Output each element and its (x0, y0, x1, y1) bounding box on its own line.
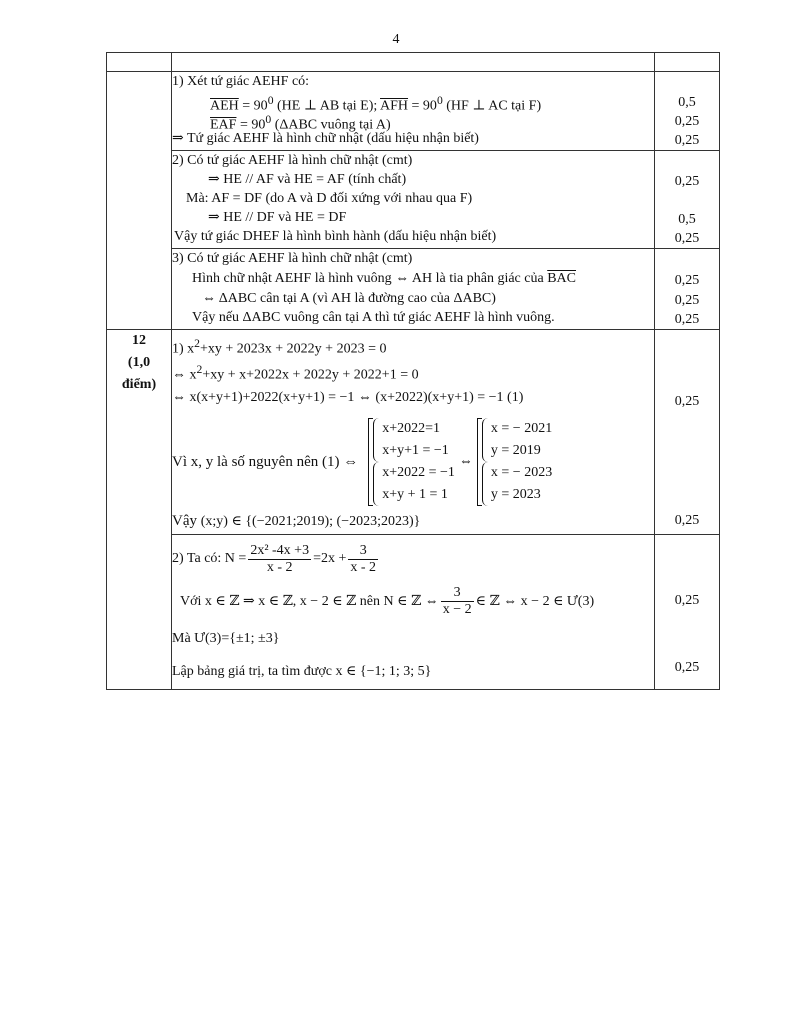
q12-label-cell (107, 330, 172, 690)
text: =2x + (313, 551, 347, 566)
den: x − 2 (442, 601, 472, 617)
text: Hình chữ nhật AEHF là hình vuông ⇔ AH là tia phân giác của (192, 271, 548, 286)
sup: 2 (196, 363, 203, 376)
val: = 90 (238, 98, 268, 114)
q12-part2-row (107, 535, 720, 690)
text: +xy + 2023x + 2022y + 2023 = 0 (200, 341, 387, 357)
score: 0,25 (674, 133, 700, 148)
eq: x+2022 = −1 (382, 465, 455, 480)
q12-p2-line2 (172, 579, 654, 623)
q12-part1-content (172, 330, 655, 535)
q11-part2-scores (655, 151, 720, 249)
q12-part1-scores (655, 330, 720, 535)
q11-part3-content (172, 249, 655, 330)
page-number: 4 (392, 32, 400, 47)
eq: x+2022=1 (382, 421, 441, 436)
text: +xy + x+2022x + 2022y + 2022+1 = 0 (202, 367, 419, 383)
outer-bracket-left (368, 418, 455, 506)
q11-p2-line4: ⇒ HE // DF và HE = DF (208, 210, 347, 225)
q11-p2-line2: ⇒ HE // AF và HE = AF (tính chất) (208, 172, 407, 187)
q11-p3-line1: 3) Có tứ giác AEHF là hình chữ nhật (cmt) (172, 251, 413, 266)
q12-part2-content (172, 535, 655, 690)
eq: x+y+1 = −1 (382, 443, 449, 458)
score: 0,25 (674, 593, 700, 608)
eq: x = − 2021 (490, 421, 553, 436)
angle-afh: $\overline{AFH}$ (380, 98, 409, 114)
score: 0,25 (674, 660, 700, 675)
q11-p1-line1: 1) Xét tứ giác AEHF có: (172, 74, 310, 89)
q11-p1-line2 (172, 91, 654, 114)
header-question-cell (107, 53, 172, 72)
note: (ΔABC vuông tại A) (271, 117, 391, 133)
deg: 0 (436, 94, 443, 107)
fraction-n (248, 543, 311, 576)
eq: y = 2023 (490, 487, 541, 502)
header-row (107, 53, 720, 72)
score: 0,25 (674, 312, 700, 327)
note: (HE ⊥ AB tại E); (273, 98, 381, 114)
q11-part1-scores (655, 72, 720, 151)
q11-p2-line3: Mà: AF = DF (do A và D đối xứng với nhau qua F) (186, 191, 473, 206)
num: 3 (348, 543, 378, 560)
den: x - 2 (350, 559, 377, 575)
q11-part1-row (107, 72, 720, 151)
eq: x+y + 1 = 1 (382, 487, 448, 502)
score: 0,5 (678, 212, 696, 227)
equiv-symbol: ⇔ (458, 454, 473, 469)
q12-p1-line2 (172, 360, 654, 388)
q11-p2-line1: 2) Có tứ giác AEHF là hình chữ nhật (cmt) (172, 153, 413, 168)
angle-bac: $\overline{BAC}$ (547, 271, 576, 286)
q11-part3-row (107, 249, 720, 330)
angle-eaf: $\overline{EAF}$ (210, 117, 237, 133)
eq: x = − 2023 (490, 465, 553, 480)
q12-part2-scores (655, 535, 720, 690)
q11-part1-content (172, 72, 655, 151)
num: 2x² -4x +3 (250, 542, 310, 558)
val: = 90 (236, 117, 266, 133)
text: ⇔ x (172, 367, 197, 383)
q12-part1-row (107, 330, 720, 535)
q12-p1-line5 (172, 508, 654, 534)
text: ∈ ℤ ⇔ x − 2 ∈ Ư(3) (475, 593, 595, 609)
score: 0,25 (674, 231, 700, 246)
q11-label-cell (107, 72, 172, 330)
q12-p2-line3: Mà Ư(3)={±1; ±3} (172, 631, 280, 646)
score: 0,25 (674, 293, 700, 308)
score: 0,25 (674, 513, 700, 528)
q11-p2-line5: Vậy tứ giác DHEF là hình bình hành (dấu hiệu nhận biết) (174, 229, 497, 244)
q11-part3-scores (655, 249, 720, 330)
angle-aeh: $\overline{AEH}$ (210, 98, 239, 114)
text: 1) x (172, 341, 195, 357)
deg: 0 (265, 113, 272, 126)
score: 0,5 (678, 95, 696, 110)
text: 2) Ta có: N = (172, 551, 247, 566)
q12-p2-line1 (172, 539, 654, 579)
note: (HF ⊥ AC tại F) (442, 98, 542, 114)
num: 3 (441, 585, 474, 602)
q11-p3-line3: ⇔ ΔABC cân tại A (vì AH là đường cao của ΔABC) (202, 291, 496, 306)
text: Vậy (172, 513, 201, 529)
text: (x;y) ∈ {(−2021;2019); (−2023;2023)} (200, 514, 421, 529)
q11-p1-line4: ⇒ Tứ giác AEHF là hình chữ nhật (dấu hiệu nhận biết) (172, 131, 479, 146)
header-score-cell (655, 53, 720, 72)
score: 0,25 (674, 394, 700, 409)
q12-number: 12 (132, 333, 146, 348)
q12-unit: điểm) (121, 377, 157, 392)
text: Vì x, y là số nguyên nên (1) ⇔ (172, 453, 359, 470)
den: x - 2 (266, 559, 293, 575)
score: 0,25 (674, 114, 700, 129)
score: 0,25 (674, 273, 700, 288)
text: Với x ∈ ℤ ⇒ x ∈ ℤ, x − 2 ∈ ℤ nên N ∈ ℤ ⇔ (180, 593, 439, 609)
header-content-cell (172, 53, 655, 72)
q12-p1-system (172, 416, 654, 508)
q11-p3-line2 (172, 268, 654, 289)
q11-p3-line4: Vậy nếu ΔABC vuông cân tại A thì tứ giác AEHF là hình vuông. (192, 310, 555, 325)
sup: 2 (194, 337, 200, 350)
q12-p1-line1 (172, 334, 654, 360)
answer-table (106, 52, 720, 690)
q12-p2-line4: Lập bảng giá trị, ta tìm được x ∈ {−1; 1; 3; 5} (172, 664, 432, 679)
deg: 0 (267, 94, 274, 107)
q11-part2-content (172, 151, 655, 249)
q12-points: (1,0 (127, 355, 151, 370)
outer-bracket-right (477, 418, 552, 506)
q11-part2-row (107, 151, 720, 249)
val: = 90 (408, 98, 437, 114)
fraction-rem (348, 543, 378, 576)
fraction-cond (441, 585, 474, 618)
score: 0,25 (674, 174, 700, 189)
eq: y = 2019 (490, 443, 541, 458)
q12-p1-line3: ⇔ x(x+y+1)+2022(x+y+1) = −1 ⇔ (x+2022)(x+y+1) = −1 (1) (172, 390, 524, 405)
